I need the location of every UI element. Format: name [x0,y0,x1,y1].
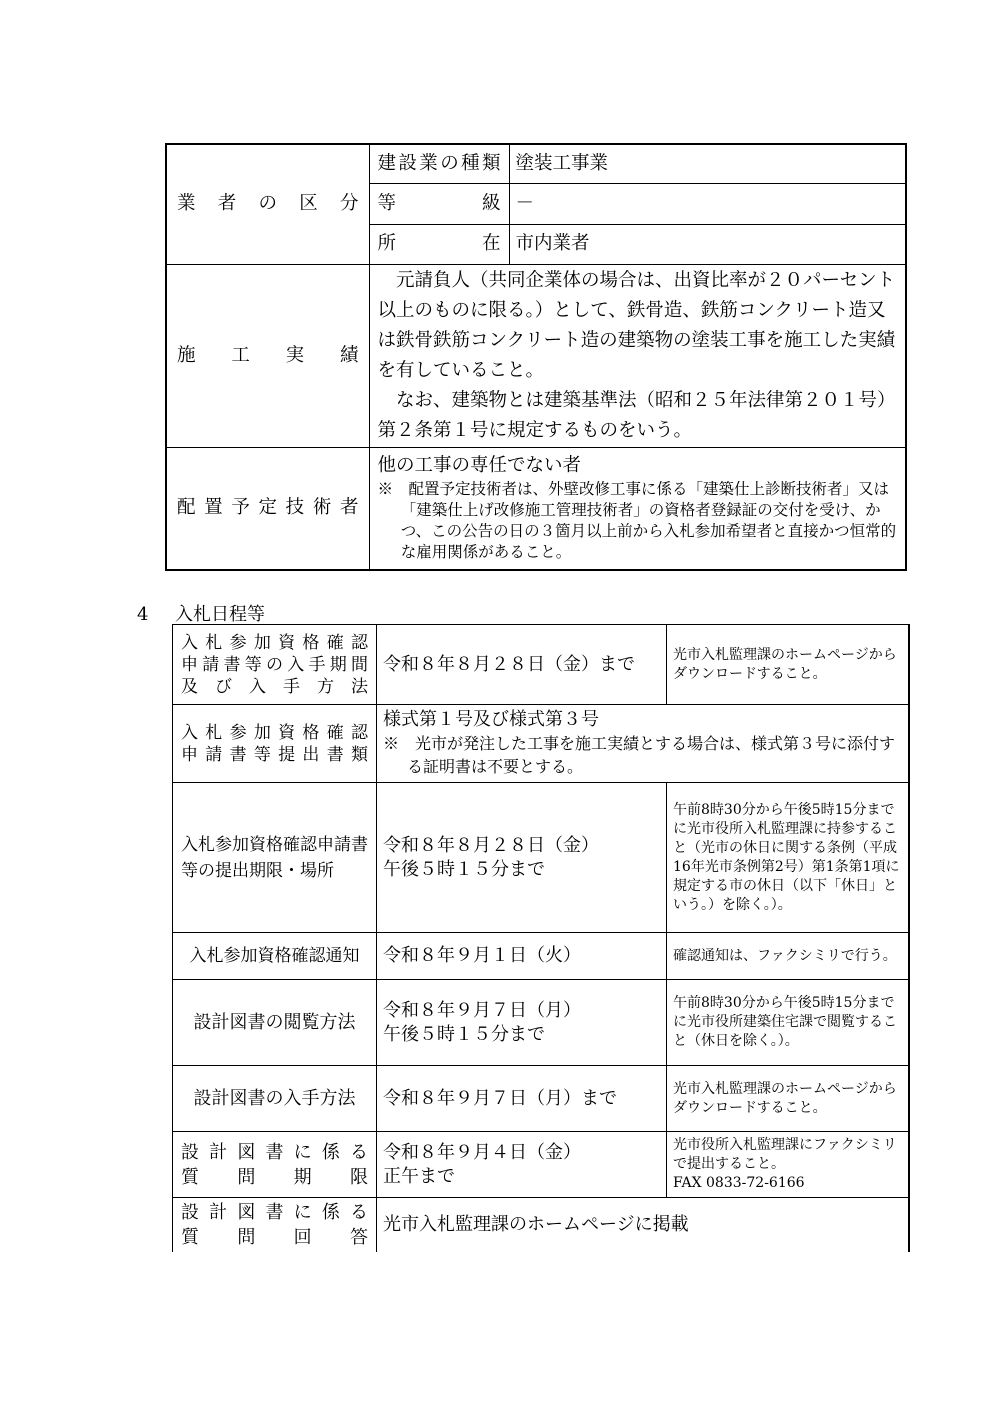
row-date-line-1: 令和８年８月２８日（金） [383,834,599,856]
row-date-line-1: 令和８年９月７日（月） [383,999,581,1021]
row-note: 確認通知は、ファクシミリで行う。 [667,933,909,980]
location-value: 市内業者 [509,224,906,264]
row-label: 設計図書に係る 質問期限 [173,1132,377,1198]
row-note-line-1: 光市役所入札監理課にファクシミリで提出すること。 [673,1137,897,1172]
table-row [173,933,909,980]
row-label: 設計図書の閲覧方法 [173,980,377,1066]
construction-record-paragraph-2: なお、建築物とは建築基準法（昭和２５年法律第２０１号）第２条第１号に規定するものをいう。 [377,389,896,441]
engineer-line-1: 他の工事の専任でない者 [377,455,582,477]
row-note: 光市入札監理課のホームページからダウンロードすること。 [667,1066,909,1132]
row-note-fax: FAX 0833-72-6166 [673,1175,805,1191]
vendor-category-label: 業者の区分 [166,144,369,264]
grade-label: 等級 [369,183,509,224]
grade-value: － [509,183,906,224]
row-label: 設計図書の入手方法 [173,1066,377,1132]
row-label: 設計図書に係る 質問回答 [173,1198,377,1252]
engineer-label: 配置予定技術者 [166,447,369,570]
table-row [173,625,909,705]
row-content-note: ※ 光市が発注した工事を施工実績とする場合は、様式第３号に添付する証明書は不要とする。 [383,734,896,776]
table-row [173,783,909,933]
schedule-table [172,624,910,1252]
location-label: 所在 [369,224,509,264]
row-label: 入札参加資格確認通知 [173,933,377,980]
row-content-line-1: 様式第１号及び様式第３号 [383,709,599,730]
row-label: 入札参加資格確認 申請書等提出書類 [173,705,377,783]
section-number: 4 [137,604,149,625]
row-date-line-1: 令和８年９月４日（金） [383,1141,581,1163]
row-note: 午前8時30分から午後5時15分までに光市役所入札監理課に持参すること（光市の休日に関する条例（平成16年光市条例第2号）第1条第1項に規定する市の休日（以下「休日」という。）を除く。）。 [667,783,909,933]
table-row [173,1198,909,1252]
qualification-table [165,143,907,571]
construction-record-label: 施工実績 [166,264,369,447]
table-row [173,1066,909,1132]
row-note: 光市入札監理課のホームページからダウンロードすること。 [667,625,909,705]
row-content: 光市入札監理課のホームページに掲載 [377,1198,909,1252]
row-date-line-2: 正午まで [383,1165,455,1187]
row-date: 令和８年９月１日（火） [377,933,667,980]
row-date-line-2: 午後５時１５分まで [383,858,545,880]
row-date: 令和８年９月７日（月）まで [377,1066,667,1132]
table-row [173,980,909,1066]
section-title: 入札日程等 [175,604,265,625]
row-label: 入札参加資格確認 申請書等の入手期間 及び入手方法 [173,625,377,705]
table-row [173,1132,909,1198]
row-date: 令和８年８月２８日（金）まで [377,625,667,705]
row-note: 午前8時30分から午後5時15分までに光市役所建築住宅課で閲覧すること（休日を除く。）。 [667,980,909,1066]
construction-type-label: 建設業の種類 [369,144,509,183]
row-label: 入札参加資格確認申請書等の提出期限・場所 [173,783,377,933]
construction-record-paragraph-1: 元請負人（共同企業体の場合は、出資比率が２０パーセント以上のものに限る。）として、鉄骨造、鉄筋コンクリート造又は鉄骨鉄筋コンクリート造の建築物の塗装工事を施工した実績を有していること。 [377,269,896,381]
table-row [173,705,909,783]
engineer-note: ※ 配置予定技術者は、外壁改修工事に係る「建築仕上診断技術者」又は「建築仕上げ改修施工管理技術者」の資格者登録証の交付を受け、かつ、この公告の日の３箇月以上前から入札参加希望者と直接かつ恒常的な雇用関係があること。 [377,480,897,562]
row-date-line-2: 午後５時１５分まで [383,1023,545,1045]
construction-type-value: 塗装工事業 [509,144,906,183]
